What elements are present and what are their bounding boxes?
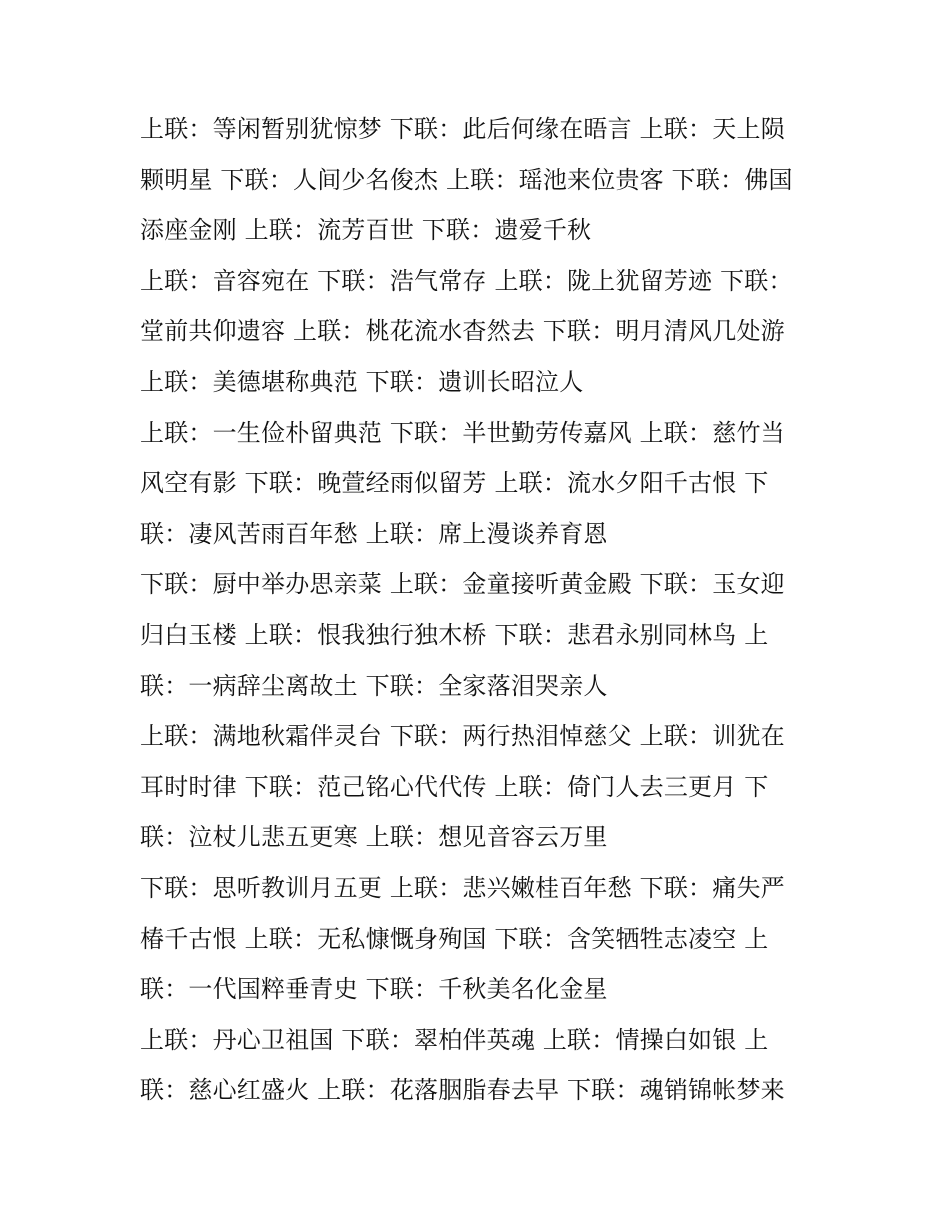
text-line-14: 耳时时律 下联：范己铭心代代传 上联：倚门人去三更月 下 xyxy=(140,772,769,801)
text-line-13: 上联：满地秋霜伴灵台 下联：两行热泪悼慈父 上联：训犹在 xyxy=(140,722,785,751)
text-line-1: 上联：等闲暂别犹惊梦 下联：此后何缘在晤言 上联：天上陨 xyxy=(140,115,785,143)
text-line-10: 下联：厨中举办思亲菜 上联：金童接听黄金殿 下联：玉女迎 xyxy=(140,570,785,599)
text-line-6: 上联：美德堪称典范 下联：遗训长昭泣人 xyxy=(140,367,584,396)
text-line-18: 联：一代国粹垂青史 下联：千秋美名化金星 xyxy=(140,975,608,1004)
text-line-9: 联：凄风苦雨百年愁 上联：席上漫谈养育恩 xyxy=(140,519,608,548)
text-line-3: 添座金刚 上联：流芳百世 下联：遗爱千秋 xyxy=(140,216,592,245)
text-line-19: 上联：丹心卫祖国 下联：翠柏伴英魂 上联：情操白如银 上 xyxy=(140,1025,769,1054)
text-line-11: 归白玉楼 上联：恨我独行独木桥 下联：悲君永别同林鸟 上 xyxy=(140,620,769,649)
text-line-5: 堂前共仰遗容 上联：桃花流水杳然去 下联：明月清风几处游 xyxy=(140,317,785,346)
couplet-text-block xyxy=(140,104,820,1116)
text-line-7: 上联：一生俭朴留典范 下联：半世勤劳传嘉风 上联：慈竹当 xyxy=(140,418,785,447)
text-line-16: 下联：思听教训月五更 上联：悲兴嫩桂百年愁 下联：痛失严 xyxy=(140,873,785,902)
text-line-12: 联：一病辞尘离故土 下联：全家落泪哭亲人 xyxy=(140,671,608,700)
text-line-15: 联：泣杖儿悲五更寒 上联：想见音容云万里 xyxy=(140,823,608,852)
text-line-4: 上联：音容宛在 下联：浩气常存 上联：陇上犹留芳迹 下联： xyxy=(140,266,793,295)
text-line-20: 联：慈心红盛火 上联：花落胭脂春去早 下联：魂销锦帐梦来 xyxy=(140,1076,785,1105)
text-line-17: 椿千古恨 上联：无私慷慨身殉国 下联：含笑牺牲志凌空 上 xyxy=(140,924,769,953)
text-line-2: 颗明星 下联：人间少名俊杰 上联：瑶池来位贵客 下联：佛国 xyxy=(140,165,793,194)
text-line-8: 风空有影 下联：晚萱经雨似留芳 上联：流水夕阳千古恨 下 xyxy=(140,469,769,498)
